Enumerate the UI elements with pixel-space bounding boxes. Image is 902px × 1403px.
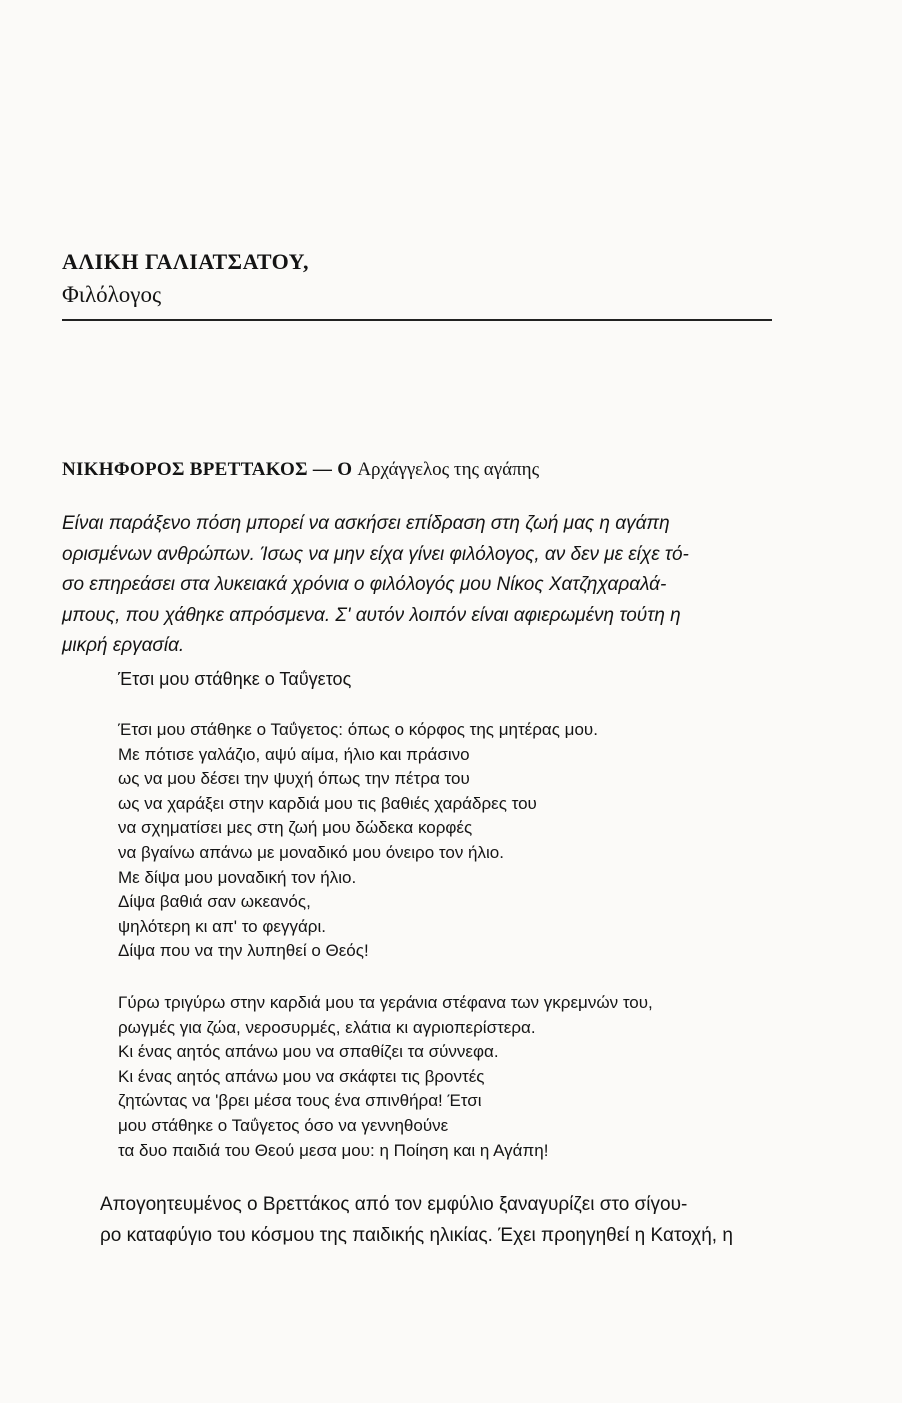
poem-line: Κι ένας αητός απάνω μου να σκάφτει τις βροντές <box>118 1066 485 1086</box>
poem-line: ζητώντας να 'βρει μέσα τους ένα σπινθήρα! Έτσι <box>118 1091 482 1111</box>
poem-line: Με πότισε γαλάζιο, αψύ αίμα, ήλιο και πράσινο <box>118 744 470 764</box>
dedication-line: ορισμένων ανθρώπων. Ίσως να μην είχα γίνει φιλόλογος, αν δεν με είχε τό- <box>62 543 689 565</box>
poem-line: μου στάθηκε ο Ταΰγετος όσο να γεννηθούνε <box>118 1115 449 1135</box>
article-title-lead: ΝΙΚΗΦΟΡΟΣ ΒΡΕΤΤΑΚΟΣ — Ο <box>62 459 358 480</box>
dedication-line: σο επηρεάσει στα λυκειακά χρόνια ο φιλόλογός μου Νίκος Χατζηχαραλά- <box>62 574 667 595</box>
poem-line: τα δυο παιδιά του Θεού μεσα μου: η Ποίηση και η Αγάπη! <box>118 1140 549 1160</box>
dedication-line: μικρή εργασία. <box>62 635 185 656</box>
dedication-line: μπους, που χάθηκε απρόσμενα. Σ' αυτόν λοιπόν είναι αφιερωμένη τούτη η <box>62 604 681 626</box>
closing-line: Απογοητευμένος ο Βρεττάκος από τον εμφύλιο ξαναγυρίζει στο σίγου- <box>100 1194 688 1215</box>
poem-line: ρωγμές για ζώα, νεροσυρμές, ελάτια κι αγριοπερίστερα. <box>118 1017 536 1037</box>
author-block <box>62 246 309 312</box>
article-title-sub: Αρχάγγελος της αγάπης <box>357 459 540 480</box>
poem-line: ως να χαράξει στην καρδιά μου τις βαθιές χαράδρες του <box>118 793 537 813</box>
poem-line: ως να μου δέσει την ψυχή όπως την πέτρα του <box>118 769 470 789</box>
article-title <box>62 456 539 484</box>
poem-stanza-2 <box>118 991 653 1163</box>
author-name: ΑΛΙΚΗ ΓΑΛΙΑΤΣΑΤΟΥ, <box>62 249 310 274</box>
poem-line: Δίψα βαθιά σαν ωκεανός, <box>118 892 311 912</box>
poem-line: Δίψα που να την λυπηθεί ο Θεός! <box>118 941 369 961</box>
dedication-line: Είναι παράξενο πόση μπορεί να ασκήσει επίδραση στη ζωή μας η αγάπη <box>62 513 670 534</box>
poem-title: Έτσι μου στάθηκε ο Ταΰγετος <box>118 669 352 689</box>
author-title: Φιλόλογος <box>62 282 162 307</box>
poem-stanza-1 <box>118 718 598 964</box>
poem-line: ψηλότερη κι απ' το φεγγάρι. <box>118 916 326 936</box>
dedication-paragraph <box>62 509 774 662</box>
closing-line: ρο καταφύγιο του κόσμου της παιδικής ηλικίας. Έχει προηγηθεί η Κατοχή, η <box>100 1224 733 1246</box>
horizontal-rule <box>62 319 772 321</box>
poem-line: να βγαίνω απάνω με μοναδικό μου όνειρο τον ήλιο. <box>118 842 504 862</box>
poem-line: Με δίψα μου μοναδική τον ήλιο. <box>118 867 357 887</box>
poem-line: Γύρω τριγύρω στην καρδιά μου τα γεράνια στέφανα των γκρεμνών του, <box>118 993 653 1012</box>
poem-line: να σχηματίσει μες στη ζωή μου δώδεκα κορφές <box>118 818 473 838</box>
closing-paragraph <box>100 1190 733 1251</box>
poem-line: Κι ένας αητός απάνω μου να σπαθίζει τα σύννεφα. <box>118 1042 499 1062</box>
poem-line: Έτσι μου στάθηκε ο Ταΰγετος: όπως ο κόρφος της μητέρας μου. <box>118 720 598 739</box>
